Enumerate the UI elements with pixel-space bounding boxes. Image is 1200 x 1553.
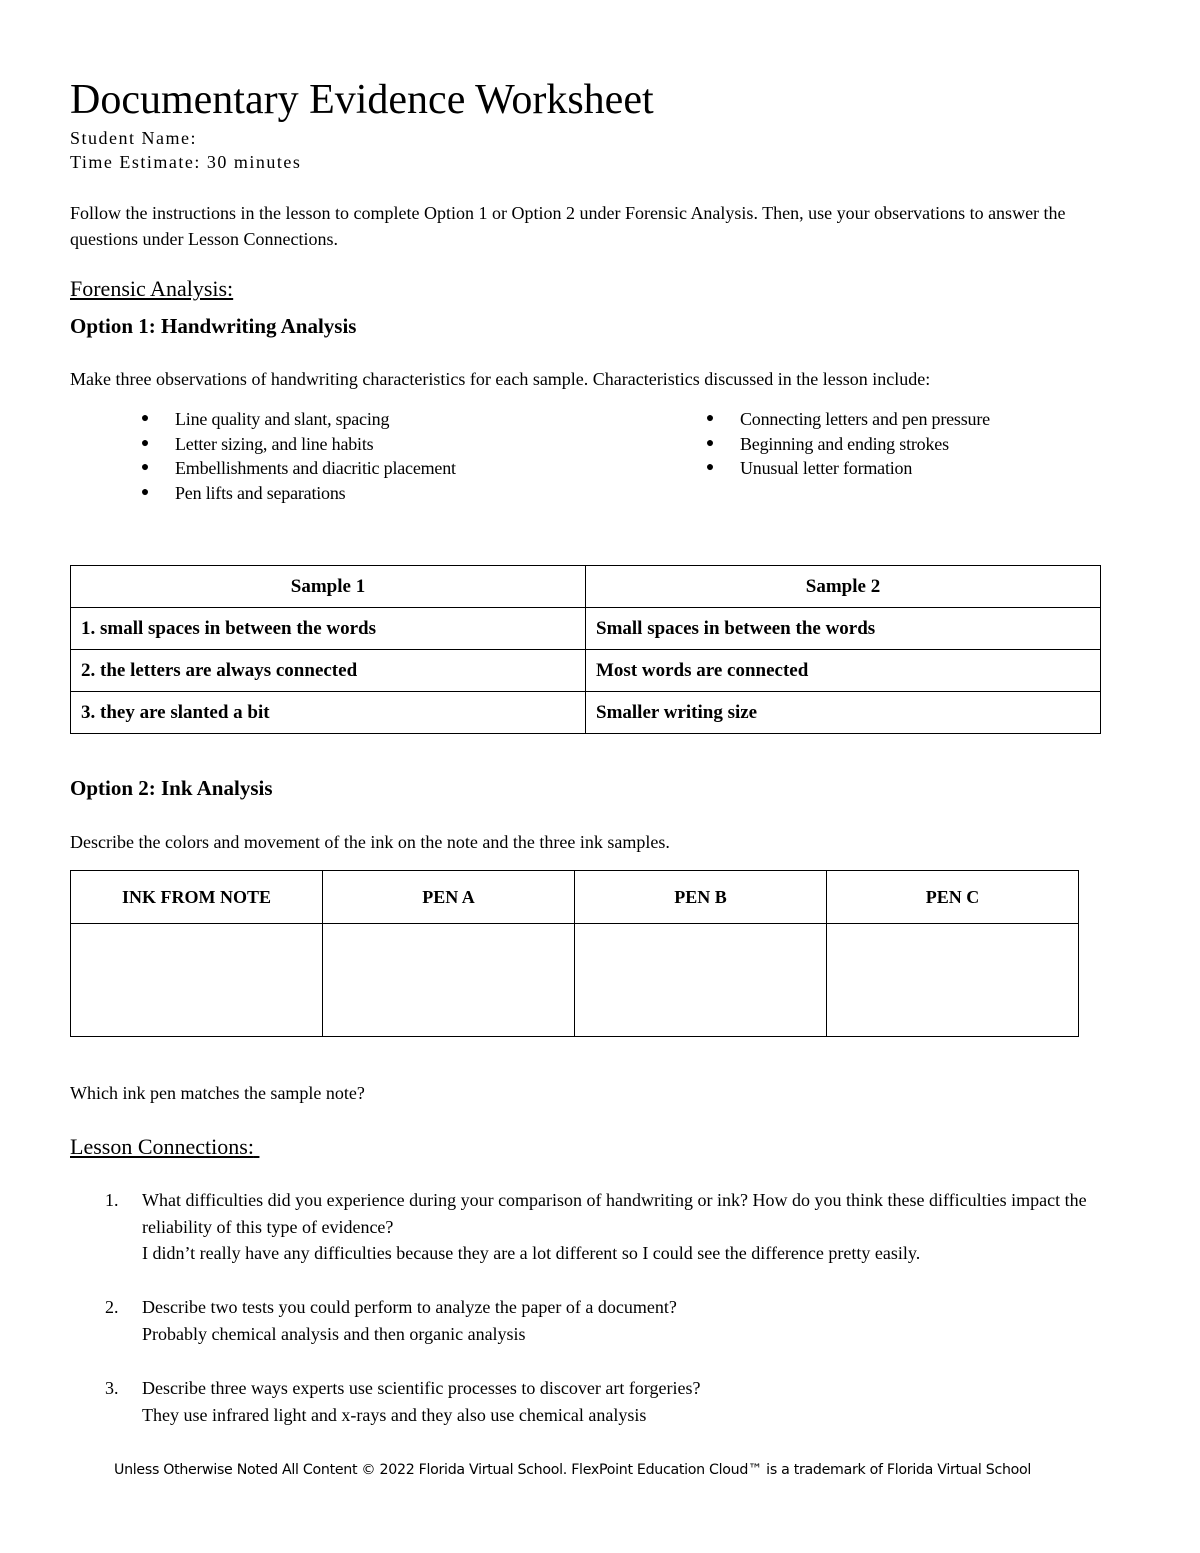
intro-paragraph: Follow the instructions in the lesson to complete Option 1 or Option 2 under Forensic Analysis. Then, use your observations to answer the questions under Lesson Connections. [70,203,1066,249]
table-cell[interactable]: Most words are connected [586,650,1101,692]
option1-instructions: Make three observations of handwriting characteristics for each sample. Characteristics discussed in the lesson include: [70,369,931,389]
characteristics-list-left [140,407,456,505]
answer-text: Probably chemical analysis and then organic analysis [142,1323,526,1344]
question-text: What difficulties did you experience during your comparison of handwriting or ink? How do you think these difficulties impact the reliability of this type of evidence? [142,1190,1087,1237]
list-item: ● Letter sizing, and line habits [140,432,456,457]
student-name-label: Student Name: [70,128,197,148]
characteristics-list-right [705,407,990,481]
list-item: ● Pen lifts and separations [140,481,456,506]
table-cell[interactable]: 2. the letters are always connected [71,650,586,692]
answer-text: They use infrared light and x-rays and they also use chemical analysis [142,1404,647,1425]
list-item: 2. Describe two tests you could perform to analyze the paper of a document? Probably chemical analysis and then organic analysis [105,1294,1142,1347]
ink-match-question: Which ink pen matches the sample note? [70,1083,365,1103]
time-estimate: Time Estimate: 30 minutes [70,152,302,172]
option2-heading: Option 2: Ink Analysis [70,776,273,800]
bullet-icon: ● [705,435,715,451]
table-row [71,608,1101,650]
pen-c-cell[interactable] [827,924,1079,1037]
bullet-icon: ● [705,411,715,426]
list-item: ● Unusual letter formation [705,456,990,481]
table-header-row [71,871,1079,924]
list-item: ● Beginning and ending strokes [705,432,990,457]
table-row [71,650,1101,692]
bullet-icon: ● [140,435,150,451]
table-header-row [71,566,1101,608]
pen-a-header: PEN A [323,871,575,924]
pen-b-cell[interactable] [575,924,827,1037]
table-cell[interactable]: Smaller writing size [586,692,1101,734]
table-cell[interactable]: 3. they are slanted a bit [71,692,586,734]
list-item: ● Line quality and slant, spacing [140,407,456,432]
pen-b-header: PEN B [575,871,827,924]
option2-instructions: Describe the colors and movement of the ink on the note and the three ink samples. [70,832,670,852]
sample2-header: Sample 2 [586,566,1101,608]
list-item: ● Embellishments and diacritic placement [140,456,456,481]
answer-text: I didn’t really have any difficulties because they are a lot different so I could see the difference pretty easily. [142,1243,921,1263]
handwriting-table [70,565,1101,734]
lesson-connections-heading: Lesson Connections: [70,1134,254,1159]
list-item: 1. What difficulties did you experience during your comparison of handwriting or ink? How do you think these difficulties impact the reliability of this type of evidence? I didn’t really have any difficulties because they are a lot different so I could see the difference pretty easily. [105,1187,1142,1267]
question-text: Describe three ways experts use scientific processes to discover art forgeries? [142,1378,701,1398]
table-row [71,924,1079,1037]
table-cell[interactable]: Small spaces in between the words [586,608,1101,650]
pen-c-header: PEN C [827,871,1079,924]
pen-a-cell[interactable] [323,924,575,1037]
table-cell[interactable]: 1. small spaces in between the words [71,608,586,650]
ink-from-note-header: INK FROM NOTE [71,871,323,924]
bullet-icon: ● [705,460,715,475]
option1-heading: Option 1: Handwriting Analysis [70,314,357,338]
list-item: ● Connecting letters and pen pressure [705,407,990,432]
bullet-icon: ● [140,484,150,500]
copyright-footer: Unless Otherwise Noted All Content © 2022 Florida Virtual School. FlexPoint Education Cloud™ is a trademark of Florida Virtual School [114,1462,1032,1478]
question-text: Describe two tests you could perform to analyze the paper of a document? [142,1297,677,1317]
ink-note-cell[interactable] [71,924,323,1037]
ink-table [70,870,1079,1037]
bullet-icon: ● [140,411,150,426]
bullet-icon: ● [140,460,150,475]
table-row [71,692,1101,734]
list-item: 3. Describe three ways experts use scientific processes to discover art forgeries? They use infrared light and x-rays and they also use chemical analysis [105,1375,1142,1428]
forensic-analysis-heading: Forensic Analysis: [70,276,234,301]
sample1-header: Sample 1 [71,566,586,608]
page-title: Documentary Evidence Worksheet [70,77,654,123]
